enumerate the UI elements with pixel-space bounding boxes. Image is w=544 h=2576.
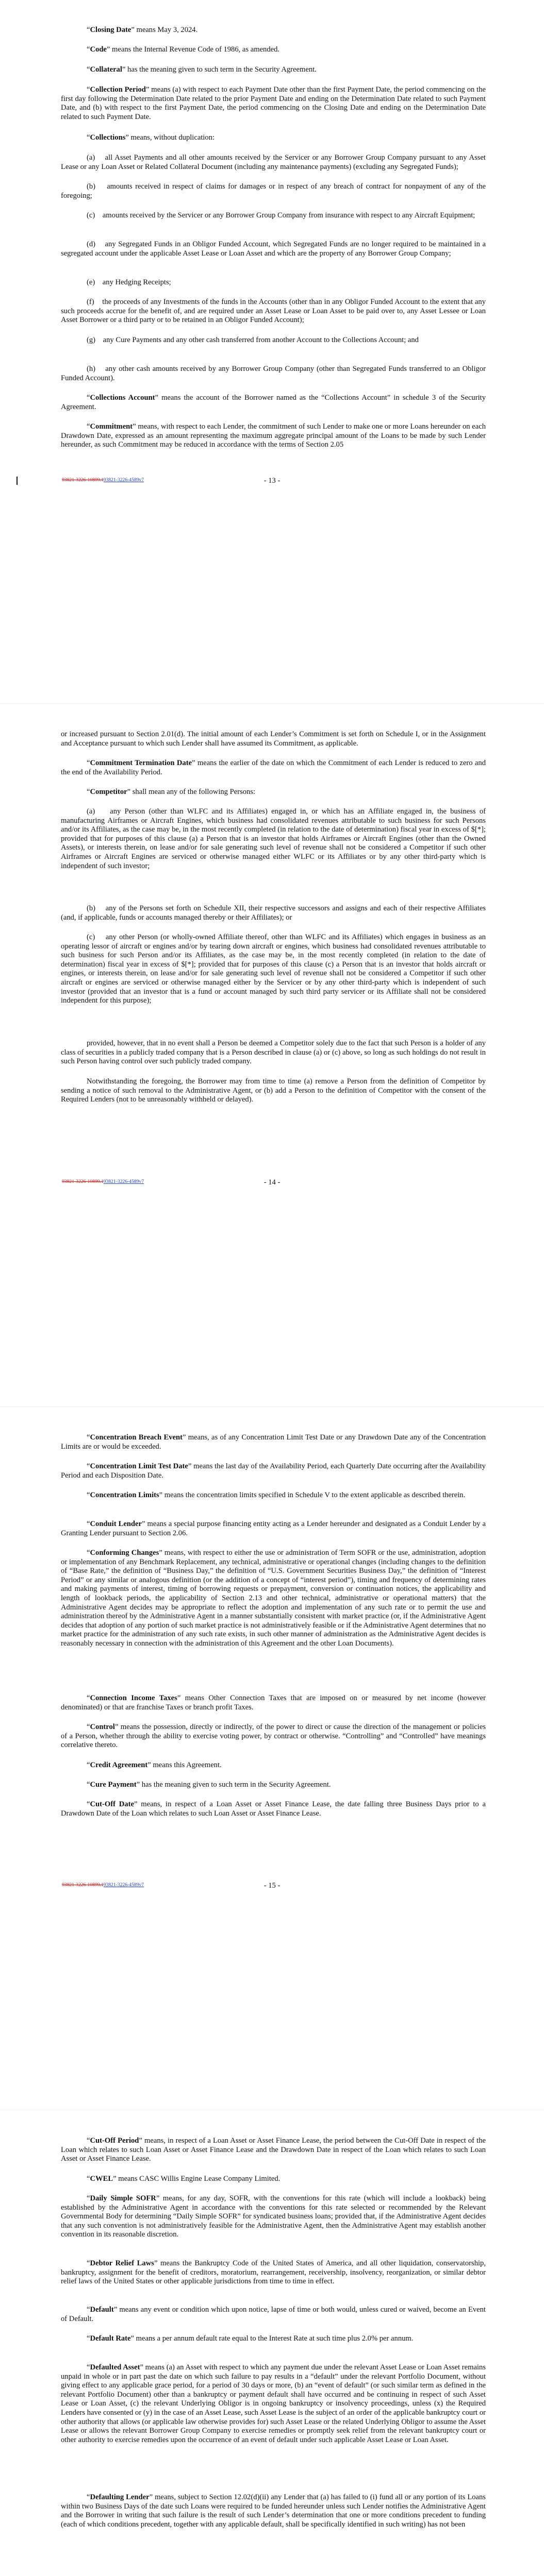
competitor-item-b: (b) any of the Persons set forth on Schedule XII, their respective successors and assigns and each of their respective Affiliates (and, if applicable, funds or accounts managed thereby or their Affiliates); or [61,904,486,922]
collections-item-g: (g) any Cure Payments and any other cash transferred from another Account to the Collections Account; and [87,336,419,344]
page-separator [0,1406,544,1407]
commitment-continued: or increased pursuant to Section 2.01(d). The initial amount of each Lender’s Commitment is set forth on Schedule I, or in the Assignment and Acceptance pursuant to which such Lender shall have assumed its Commitment, as applicable. [61,730,486,748]
def-conforming-changes: “Conforming Changes” means, with respect to either the use or administration of Term SOFR or the use, administration, adoption or implementation of any Benchmark Replacement, any technical, administrative or operational changes (including changes to the definition of “Base Rate,” the definition of “Business Day,” the definition of “U.S. Government Securities Business Day,” the definition of “Interest Period” or any similar or analogous definition (or the addition of a concept of “interest period”), timing and frequency of determining rates and making payments of interest, timing of borrowing requests or prepayment, conversion or continuation notices, the applicability and length of lookback periods, the applicability of Section 2.13 and other technical, administrative or operational matters) that the Administrative Agent decides may be appropriate to reflect the adoption and implementation of any such rate or to permit the use and administration thereof by the Administrative Agent in a manner substantially consistent with market practice (or, if the Administrative Agent decides that adoption of any portion of such market practice is not administratively feasible or if the Administrative Agent determines that no market practice for the administration of any such rate exists, in such other manner of administration as the Administrative Agent decides is reasonably necessary in connection with the administration of this Agreement and the other Loan Documents). [61,1549,486,1648]
def-daily-simple-sofr: “Daily Simple SOFR” means, for any day, SOFR, with the conventions for this rate (which will include a lookback) being established by the Administrative Agent in accordance with the conventions for this rate selected or recommended by the Relevant Governmental Body for determining “Daily Simple SOFR” for syndicated business loans; provided that, if the Administrative Agent decides that any such convention is not administratively feasible for the Administrative Agent, then the Administrative Agent may establish another convention in its reasonable discretion. [61,2194,486,2239]
def-conduit-lender: “Conduit Lender” means a special purpose financing entity acting as a Lender hereunder and designated as a Conduit Lender by a Granting Lender pursuant to Section 2.06. [61,1520,486,1537]
document-id: 93821-3226-10899.193821-3226-4589v7 [62,1179,144,1184]
def-collections: “Collections” means, without duplication: [87,133,215,142]
def-concentration-limit-test-date: “Concentration Limit Test Date” means the last day of the Availability Period, each Quarterly Date occurring after the Availability Period and each Disposition Date. [61,1462,486,1480]
def-commitment: “Commitment” means, with respect to each Lender, the commitment of such Lender to make one or more Loans hereunder on each Drawdown Date, expressed as an amount representing the maximum aggregate principal amount of the Loans to be made by such Lender hereunder, as such Commitment may be reduced in accordance with the terms of Section 2.05 [61,422,486,449]
def-cut-off-date: “Cut-Off Date” means, in respect of a Loan Asset or Asset Finance Lease, the date falling three Business Days prior to a Drawdown Date of the Loan which relates to such Loan Asset or Asset Finance Lease. [61,1800,486,1818]
def-defaulted-asset: “Defaulted Asset” means (a) an Asset with respect to which any payment due under the relevant Asset Lease or Loan Asset remains unpaid in whole or in part past the date on which such failure to pay results in a “default” under the relevant Portfolio Document, without giving effect to any applicable grace period, for a period of 30 days or more, (b) an “event of default” (or such similar term as defined in the relevant Portfolio Document) other than a bankruptcy or payment default shall have occurred and be continuing in respect of such Asset Lease or Loan Asset, (c) the relevant Underlying Obligor is in ongoing bankruptcy or insolvency proceedings, unless (x) the Required Lenders have consented or (y) in the case of an Asset Lease, such Asset Lease is the subject of an order of the applicable bankruptcy court or other authority that allows (or applicable law otherwise provides for) such Asset Lease or the related Underlying Obligor to assume the Asset Lease or allows the relevant Borrower Group Company to exercise remedies or promptly seek relief from the relevant bankruptcy court or other authority to exercise remedies upon the occurrence of an event of default under such applicable Asset Lease or Loan Asset. [61,2363,486,2444]
def-closing-date: “Closing Date” means May 3, 2024. [87,26,198,34]
page-footer [0,476,544,486]
def-cure-payment: “Cure Payment” has the meaning given to such term in the Security Agreement. [87,1781,331,1789]
competitor-proviso: provided, however, that in no event shall a Person be deemed a Competitor solely due to the fact that such Person is a holder of any class of securities in a publicly traded company that is a Person described in clause (a) or (c) above, so long as such holdings do not result in such Person having control over such publicly traded company. [61,1039,486,1066]
competitor-item-c: (c) any other Person (or wholly-owned Affiliate thereof, other than WLFC and its Affiliates) which engages in business as an operating lessor of aircraft or engines and/or by tearing down aircraft or engines, which business had consolidated revenues attributable to such business for such Person and/or its Affiliates, as the case may be, in the most recently completed (in relation to the date of determination) fiscal year in excess of $[*]; provided that for purposes of this clause (c) a Person that is an investor that holds aircraft or engines, or interests therein, on lease and/or for sale generating such level of revenue shall not be considered a Competitor if such other aircraft or engines are serviced or otherwise managed either by the Servicer or by any other third-party which is independent of such investor (provided that an investor that is a fund or account managed by such third party servicer or its Affiliate shall not be considered independent for this purpose); [61,933,486,1005]
def-concentration-breach-event: “Concentration Breach Event” means, as of any Concentration Limit Test Date or any Drawdown Date any of the Concentration Limits are or would be exceeded. [61,1433,486,1451]
collections-item-c: (c) amounts received by the Servicer or any Borrower Group Company from insurance with respect to any Aircraft Equipment; [87,211,475,219]
collections-item-f: (f) the proceeds of any Investments of the funds in the Accounts (other than in any Obligor Funded Account to the extent that any such proceeds accrue for the benefit of, and are required under an Asset Lease or Loan Asset to be paid over to, any Asset Lessee or Loan Asset Borrower or a third party or to be retained in an Obligor Funded Account); [61,298,486,325]
page-footer [0,1880,544,1891]
page-footer [0,1177,544,1188]
def-control: “Control” means the possession, directly or indirectly, of the power to direct or cause the direction of the management or policies of a Person, whether through the ability to exercise voting power, by contract or otherwise. “Controlling” and “Controlled” have meanings correlative thereto. [61,1723,486,1750]
document-id: 93821-3226-10899.193821-3226-4589v7 [62,477,144,483]
def-commitment-termination-date: “Commitment Termination Date” means the earlier of the date on which the Commitment of each Lender is reduced to zero and the end of the Availability Period. [61,759,486,776]
collections-item-a: (a) all Asset Payments and all other amounts received by the Servicer or any Borrower Group Company pursuant to any Asset Lease or any Loan Asset or Related Collateral Document (including any maintenance payments) (excluding any Segregated Funds); [61,154,486,171]
page-number: - 13 - [263,477,281,485]
competitor-item-a: (a) any Person (other than WLFC and its Affiliates) engaged in, or which has an Affiliate engaged in, the business of manufacturing Airframes or Aircraft Engines, which business had consolidated revenues attributable to such business for such Persons and/or its Affiliates, as the case may be, in the most recently completed (in relation to the date of determination) fiscal year in excess of $[*]; provided that for purposes of this clause (a) a Person that is an investor that holds Airframes or Aircraft Engines (other than the Owned Assets), or interests therein, on lease and/or for sale generating such level of revenue shall not be considered a Competitor if such other Airframes or Aircraft Engines are serviced or otherwise managed either WLFC or its Affiliates or by any other third-party which is independent of such investor; [61,807,486,870]
def-cut-off-period: “Cut-Off Period” means, in respect of a Loan Asset or Asset Finance Lease, the period between the Cut-Off Date in respect of the Loan which relates to such Loan Asset or Asset Finance Lease and the Drawdown Date in respect of the Loan which relates to such Loan Asset or Asset Finance Lease. [61,2137,486,2163]
page-number: - 15 - [263,1882,281,1890]
def-debtor-relief-laws: “Debtor Relief Laws” means the Bankruptcy Code of the United States of America, and all other liquidation, conservatorship, bankruptcy, assignment for the benefit of creditors, moratorium, rearrangement, receivership, insolvency, reorganization, or similar debtor relief laws of the United States or other applicable jurisdictions from time to time in effect. [61,2259,486,2286]
def-collateral: “Collateral” has the meaning given to such term in the Security Agreement. [87,65,317,74]
collections-item-b: (b) amounts received in respect of claims for damages or in respect of any breach of contract for nonpayment of any of the foregoing; [61,182,486,200]
def-default: “Default” means any event or condition which upon notice, lapse of time or both would, unless cured or waived, become an Event of Default. [61,2306,486,2323]
document-id: 93821-3226-10899.193821-3226-4589v7 [62,1882,144,1888]
collections-item-h: (h) any other cash amounts received by any Borrower Group Company (other than Segregated Funds transferred to an Obligor Funded Account). [61,365,486,382]
def-cwel: “CWEL” means CASC Willis Engine Lease Company Limited. [87,2175,281,2183]
def-credit-agreement: “Credit Agreement” means this Agreement. [87,1761,222,1769]
def-connection-income-taxes: “Connection Income Taxes” means Other Connection Taxes that are imposed on or measured by net income (however denominated) or that are franchise Taxes or branch profit Taxes. [61,1694,486,1711]
def-competitor: “Competitor” shall mean any of the following Persons: [87,788,256,796]
def-defaulting-lender: “Defaulting Lender” means, subject to Section 12.02(d)(ii) any Lender that (a) has failed to (i) fund all or any portion of its Loans within two Business Days of the date such Loans were required to be funded hereunder unless such Lender notifies the Administrative Agent and the Borrower in writing that such failure is the result of such Lender’s determination that one or more conditions precedent to funding (each of which conditions precedent, together with any applicable default, shall be specifically identified in such writing) has not been [61,2493,486,2529]
competitor-notwithstanding: Notwithstanding the foregoing, the Borrower may from time to time (a) remove a Person from the definition of Competitor by sending a notice of such removal to the Administrative Agent, or (b) add a Person to the definition of Competitor with the consent of the Required Lenders (not to be unreasonably withheld or delayed). [61,1077,486,1104]
page-separator [0,703,544,704]
collections-item-d: (d) any Segregated Funds in an Obligor Funded Account, which Segregated Funds are no longer required to be maintained in a segregated account under the applicable Asset Lease or Loan Asset and which are the property of any Borrower Group Company; [61,240,486,258]
def-code: “Code” means the Internal Revenue Code of 1986, as amended. [87,45,280,54]
def-concentration-limits: “Concentration Limits” means the concentration limits specified in Schedule V to the extent applicable as described therein. [87,1491,466,1499]
def-collections-account: “Collections Account” means the account of the Borrower named as the “Collections Account” in schedule 3 of the Security Agreement. [61,394,486,411]
def-default-rate: “Default Rate” means a per annum default rate equal to the Interest Rate at such time plus 2.0% per annum. [87,2334,414,2343]
def-collection-period: “Collection Period” means (a) with respect to each Payment Date other than the first Payment Date, the period commencing on the first day following the Determination Date related to the prior Payment Date and ending on the Determination Date related to such Payment Date, and (b) with respect to the first Payment Date, the period commencing on the Closing Date and ending on the Determination Date related to such Payment Date. [61,86,486,121]
collections-item-e: (e) any Hedging Receipts; [87,278,171,286]
page-number: - 14 - [263,1178,281,1187]
